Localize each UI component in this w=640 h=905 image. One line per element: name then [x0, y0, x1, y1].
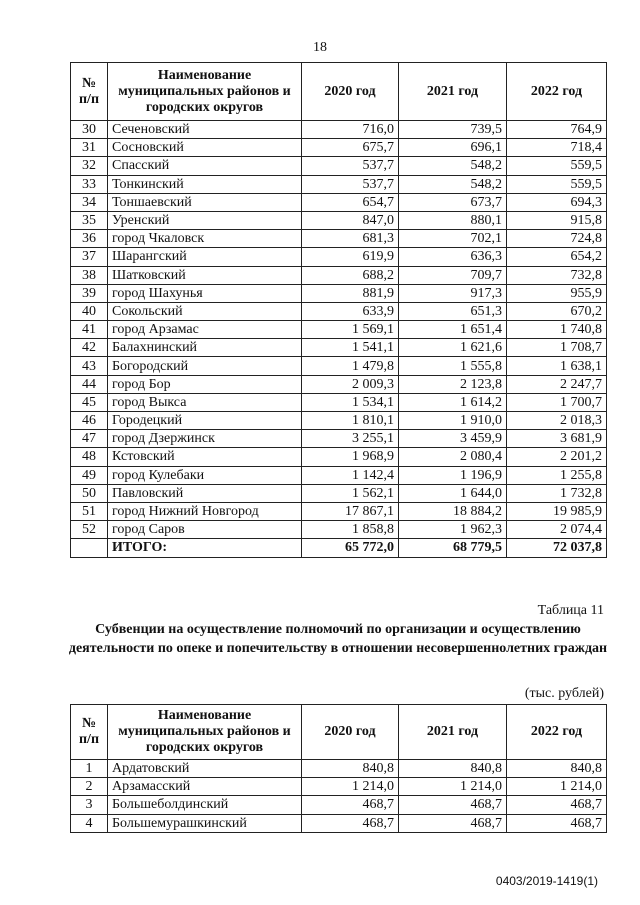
row-number: 33 [71, 175, 108, 193]
header-name: Наименование муниципальных районов и городских округов [108, 705, 302, 760]
row-number: 39 [71, 284, 108, 302]
value-2022: 1 638,1 [507, 357, 607, 375]
table-row [71, 502, 607, 520]
value-2020: 881,9 [302, 284, 399, 302]
value-2021: 1 651,4 [399, 321, 507, 339]
row-number: 52 [71, 521, 108, 539]
table-row [71, 521, 607, 539]
value-2022: 468,7 [507, 796, 607, 814]
table-row [71, 193, 607, 211]
value-2021: 702,1 [399, 230, 507, 248]
value-2021: 651,3 [399, 302, 507, 320]
value-2020: 468,7 [302, 814, 399, 832]
value-2020: 1 562,1 [302, 484, 399, 502]
header-2022: 2022 год [507, 63, 607, 121]
value-2022: 2 201,2 [507, 448, 607, 466]
value-2020: 2 009,3 [302, 375, 399, 393]
row-name: Уренский [108, 211, 302, 229]
row-name: город Выкса [108, 393, 302, 411]
row-name: Большеболдинский [108, 796, 302, 814]
value-2021: 1 910,0 [399, 412, 507, 430]
value-2021: 1 614,2 [399, 393, 507, 411]
value-2022: 1 708,7 [507, 339, 607, 357]
row-number: 37 [71, 248, 108, 266]
row-name: город Шахунья [108, 284, 302, 302]
value-2021: 673,7 [399, 193, 507, 211]
header-2021: 2021 год [399, 63, 507, 121]
value-2022: 1 732,8 [507, 484, 607, 502]
value-2022: 3 681,9 [507, 430, 607, 448]
row-name: Тоншаевский [108, 193, 302, 211]
header-2021: 2021 год [399, 705, 507, 760]
value-2020: 1 810,1 [302, 412, 399, 430]
value-2022: 764,9 [507, 121, 607, 139]
table-11 [70, 704, 607, 833]
value-2021: 739,5 [399, 121, 507, 139]
row-number: 32 [71, 157, 108, 175]
value-2020: 654,7 [302, 193, 399, 211]
value-2021: 840,8 [399, 760, 507, 778]
value-2020: 1 858,8 [302, 521, 399, 539]
table-row [71, 175, 607, 193]
table-caption: Таблица 11 [537, 603, 604, 618]
row-number: 40 [71, 302, 108, 320]
table-row [71, 266, 607, 284]
value-2022: 670,2 [507, 302, 607, 320]
table-row [71, 248, 607, 266]
value-2022: 654,2 [507, 248, 607, 266]
table-row [71, 760, 607, 778]
row-number: 36 [71, 230, 108, 248]
row-name: город Чкаловск [108, 230, 302, 248]
value-2021: 548,2 [399, 157, 507, 175]
table-row [71, 814, 607, 832]
row-number: 44 [71, 375, 108, 393]
row-name: Сосновский [108, 139, 302, 157]
row-name: Балахнинский [108, 339, 302, 357]
value-2020: 17 867,1 [302, 502, 399, 520]
table-row [71, 375, 607, 393]
table-row [71, 302, 607, 320]
value-2020: 1 534,1 [302, 393, 399, 411]
value-2022: 1 214,0 [507, 778, 607, 796]
row-number: 42 [71, 339, 108, 357]
value-2020: 537,7 [302, 175, 399, 193]
table-row [71, 448, 607, 466]
value-2021: 1 644,0 [399, 484, 507, 502]
value-2022: 724,8 [507, 230, 607, 248]
row-number: 4 [71, 814, 108, 832]
value-2021: 2 080,4 [399, 448, 507, 466]
value-2022: 19 985,9 [507, 502, 607, 520]
table-row [71, 339, 607, 357]
row-number: 35 [71, 211, 108, 229]
value-2021: 1 962,3 [399, 521, 507, 539]
value-2020: 681,3 [302, 230, 399, 248]
value-2021: 709,7 [399, 266, 507, 284]
value-2020: 840,8 [302, 760, 399, 778]
value-2020: 1 968,9 [302, 448, 399, 466]
row-name: Павловский [108, 484, 302, 502]
row-name: Шатковский [108, 266, 302, 284]
value-2022: 1 740,8 [507, 321, 607, 339]
row-number: 1 [71, 760, 108, 778]
table-row [71, 466, 607, 484]
row-name: Тонкинский [108, 175, 302, 193]
value-2021: 1 196,9 [399, 466, 507, 484]
row-name: Кстовский [108, 448, 302, 466]
value-2020: 537,7 [302, 157, 399, 175]
value-2021: 3 459,9 [399, 430, 507, 448]
total-2021: 68 779,5 [399, 539, 507, 557]
total-2022: 72 037,8 [507, 539, 607, 557]
table-row [71, 778, 607, 796]
row-number: 50 [71, 484, 108, 502]
table-row [71, 796, 607, 814]
header-num: № п/п [71, 705, 108, 760]
value-2021: 636,3 [399, 248, 507, 266]
page-number: 18 [313, 40, 327, 55]
main-table-body [71, 121, 607, 558]
table-header-row [71, 705, 607, 760]
table-row [71, 121, 607, 139]
value-2020: 1 479,8 [302, 357, 399, 375]
table-row [71, 157, 607, 175]
value-2020: 1 569,1 [302, 321, 399, 339]
value-2022: 955,9 [507, 284, 607, 302]
table-row [71, 357, 607, 375]
total-2020: 65 772,0 [302, 539, 399, 557]
header-num: № п/п [71, 63, 108, 121]
row-number: 46 [71, 412, 108, 430]
row-number: 41 [71, 321, 108, 339]
table-row [71, 230, 607, 248]
value-2020: 468,7 [302, 796, 399, 814]
header-2020: 2020 год [302, 63, 399, 121]
value-2020: 3 255,1 [302, 430, 399, 448]
value-2022: 2 018,3 [507, 412, 607, 430]
value-2020: 633,9 [302, 302, 399, 320]
value-2020: 1 214,0 [302, 778, 399, 796]
value-2022: 718,4 [507, 139, 607, 157]
table-row [71, 211, 607, 229]
total-row [71, 539, 607, 557]
value-2022: 915,8 [507, 211, 607, 229]
row-name: Сокольский [108, 302, 302, 320]
row-name: Городецкий [108, 412, 302, 430]
row-name: Шарангский [108, 248, 302, 266]
row-name: Сеченовский [108, 121, 302, 139]
value-2020: 1 541,1 [302, 339, 399, 357]
table-row [71, 284, 607, 302]
table-11-body [71, 760, 607, 833]
value-2020: 675,7 [302, 139, 399, 157]
row-number: 2 [71, 778, 108, 796]
value-2021: 1 621,6 [399, 339, 507, 357]
value-2022: 1 255,8 [507, 466, 607, 484]
value-2021: 468,7 [399, 814, 507, 832]
row-number: 31 [71, 139, 108, 157]
value-2020: 716,0 [302, 121, 399, 139]
value-2021: 468,7 [399, 796, 507, 814]
value-2021: 917,3 [399, 284, 507, 302]
value-2022: 2 074,4 [507, 521, 607, 539]
row-number: 3 [71, 796, 108, 814]
section-title: Субвенции на осуществление полномочий по организации и осуществлению деятельности по опеке и попечительству в отношении несовершеннолетних граждан [68, 622, 608, 656]
table-header-row [71, 63, 607, 121]
document-code: 0403/2019-1419(1) [495, 874, 598, 888]
row-name: город Бор [108, 375, 302, 393]
value-2022: 732,8 [507, 266, 607, 284]
row-number: 49 [71, 466, 108, 484]
total-label: ИТОГО: [108, 539, 302, 557]
row-name: Большемурашкинский [108, 814, 302, 832]
table-row [71, 139, 607, 157]
row-name: город Саров [108, 521, 302, 539]
value-2021: 548,2 [399, 175, 507, 193]
value-2020: 688,2 [302, 266, 399, 284]
row-number: 51 [71, 502, 108, 520]
row-name: город Кулебаки [108, 466, 302, 484]
header-name: Наименование муниципальных районов и городских округов [108, 63, 302, 121]
table-row [71, 484, 607, 502]
total-empty-cell [71, 539, 108, 557]
value-2021: 1 555,8 [399, 357, 507, 375]
table-row [71, 393, 607, 411]
row-number: 47 [71, 430, 108, 448]
table-row [71, 430, 607, 448]
row-name: Богородский [108, 357, 302, 375]
value-2020: 619,9 [302, 248, 399, 266]
value-2022: 559,5 [507, 175, 607, 193]
value-2022: 694,3 [507, 193, 607, 211]
value-2020: 1 142,4 [302, 466, 399, 484]
row-number: 38 [71, 266, 108, 284]
row-name: Спасский [108, 157, 302, 175]
value-2022: 468,7 [507, 814, 607, 832]
header-2022: 2022 год [507, 705, 607, 760]
row-number: 34 [71, 193, 108, 211]
row-name: город Нижний Новгород [108, 502, 302, 520]
value-2020: 847,0 [302, 211, 399, 229]
table-row [71, 412, 607, 430]
table-row [71, 321, 607, 339]
row-number: 45 [71, 393, 108, 411]
header-2020: 2020 год [302, 705, 399, 760]
value-2022: 1 700,7 [507, 393, 607, 411]
value-2021: 696,1 [399, 139, 507, 157]
value-2022: 2 247,7 [507, 375, 607, 393]
row-name: город Арзамас [108, 321, 302, 339]
value-2021: 880,1 [399, 211, 507, 229]
main-table [70, 62, 607, 558]
value-2021: 2 123,8 [399, 375, 507, 393]
row-number: 30 [71, 121, 108, 139]
value-2022: 840,8 [507, 760, 607, 778]
value-2022: 559,5 [507, 157, 607, 175]
row-number: 48 [71, 448, 108, 466]
value-2021: 18 884,2 [399, 502, 507, 520]
row-name: город Дзержинск [108, 430, 302, 448]
row-number: 43 [71, 357, 108, 375]
units-label: (тыс. рублей) [524, 686, 604, 701]
row-name: Ардатовский [108, 760, 302, 778]
row-name: Арзамасский [108, 778, 302, 796]
value-2021: 1 214,0 [399, 778, 507, 796]
